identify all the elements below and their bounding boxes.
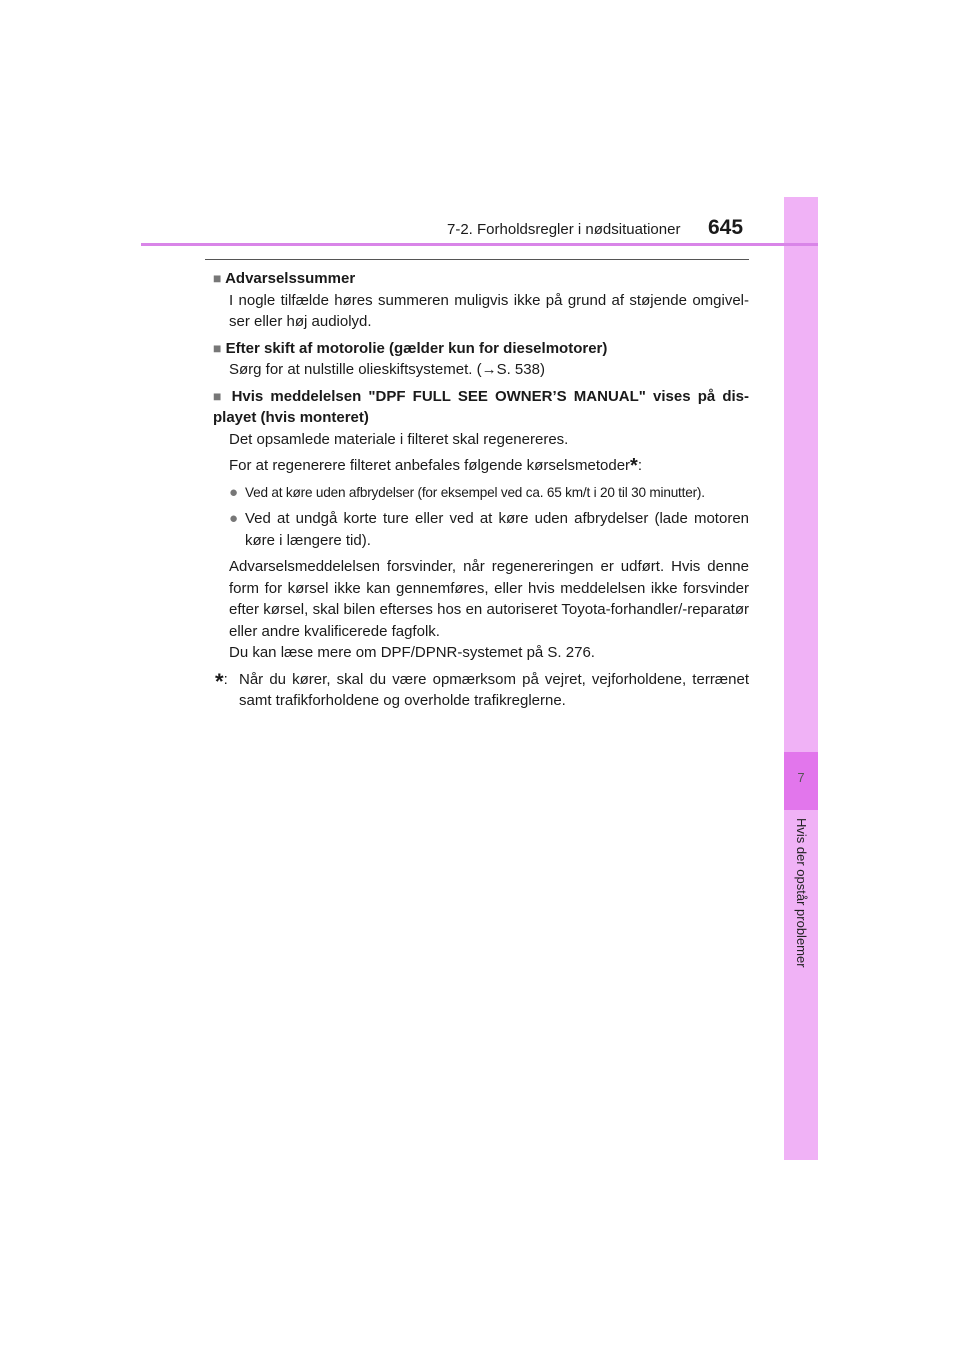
chapter-title: Hvis der opstår problemer: [794, 818, 809, 968]
item-body: [213, 556, 749, 664]
item-warning-buzzer: [213, 268, 749, 333]
circle-bullet-icon: ●: [229, 510, 239, 527]
item-paragraph: Det opsamlede materiale i filteret skal regenereres.: [229, 430, 569, 448]
item-heading: ■ Advarselssummer: [213, 270, 356, 287]
footnote-marker: *: [215, 668, 224, 694]
list-item: ● Ved at undgå korte ture eller ved at køre uden afbrydelser (lade motoren køre i længere tid).: [213, 508, 749, 551]
item-oil-change: [213, 338, 749, 381]
circle-bullet-icon: ●: [229, 483, 239, 501]
list-item: ● Ved at køre uden afbrydelser (for eksempel ved ca. 65 km/t i 20 til 30 minutter).: [213, 482, 749, 504]
side-tab-upper: [784, 197, 818, 752]
square-bullet-icon: ■: [213, 387, 225, 404]
item-body: Sørg for at nulstille olieskiftsystemet. (→S. 538): [229, 361, 545, 378]
square-bullet-icon: ■: [213, 339, 222, 356]
item-body: I nogle tilfælde høres summeren muligvis ikke på grund af støjende omgivel-ser eller høj audiolyd.: [229, 291, 749, 330]
page-content: [213, 268, 749, 712]
item-heading: ■ Efter skift af motorolie (gælder kun for dieselmotorer): [213, 339, 608, 357]
item-dpf-message: [213, 386, 749, 664]
content-divider: [205, 259, 749, 260]
item-reference: Du kan læse mere om DPF/DPNR-systemet på S. 276.: [229, 644, 595, 661]
page-number: 645: [708, 216, 744, 239]
footnote-marker: *: [630, 455, 638, 477]
item-heading: ■ Hvis meddelelsen "DPF FULL SEE OWNER’S MANUAL" vises på dis-playet (hvis monteret): [213, 387, 749, 426]
item-paragraph: Advarselsmeddelelsen forsvinder, når regenereringen er udført. Hvis denne form for kørsel ikke kan gennemføres, eller hvis meddelelsen ikke forsvinder efter kørsel, skal bilen efterses hos en autoriseret Toyota-forhandler/-reparatør eller andre kvalificerede fagfolk.: [229, 558, 749, 640]
footnote-text: Når du kører, skal du være opmærksom på vejret, vejforholdene, terrænet samt trafikforholdene og overholde trafikreglerne.: [239, 670, 749, 709]
square-bullet-icon: ■: [213, 270, 222, 286]
section-title: 7-2. Forholdsregler i nødsituationer: [447, 221, 681, 238]
header-rule: [141, 243, 818, 246]
item-body: [213, 429, 749, 477]
footnote: *: Når du kører, skal du være opmærksom på vejret, vejforholdene, terrænet samt trafikforholdene og overholde trafikreglerne.: [213, 669, 749, 712]
chapter-number: 7: [797, 770, 805, 785]
item-intro: For at regenerere filteret anbefales følgende kørselsmetoder*:: [229, 455, 642, 477]
